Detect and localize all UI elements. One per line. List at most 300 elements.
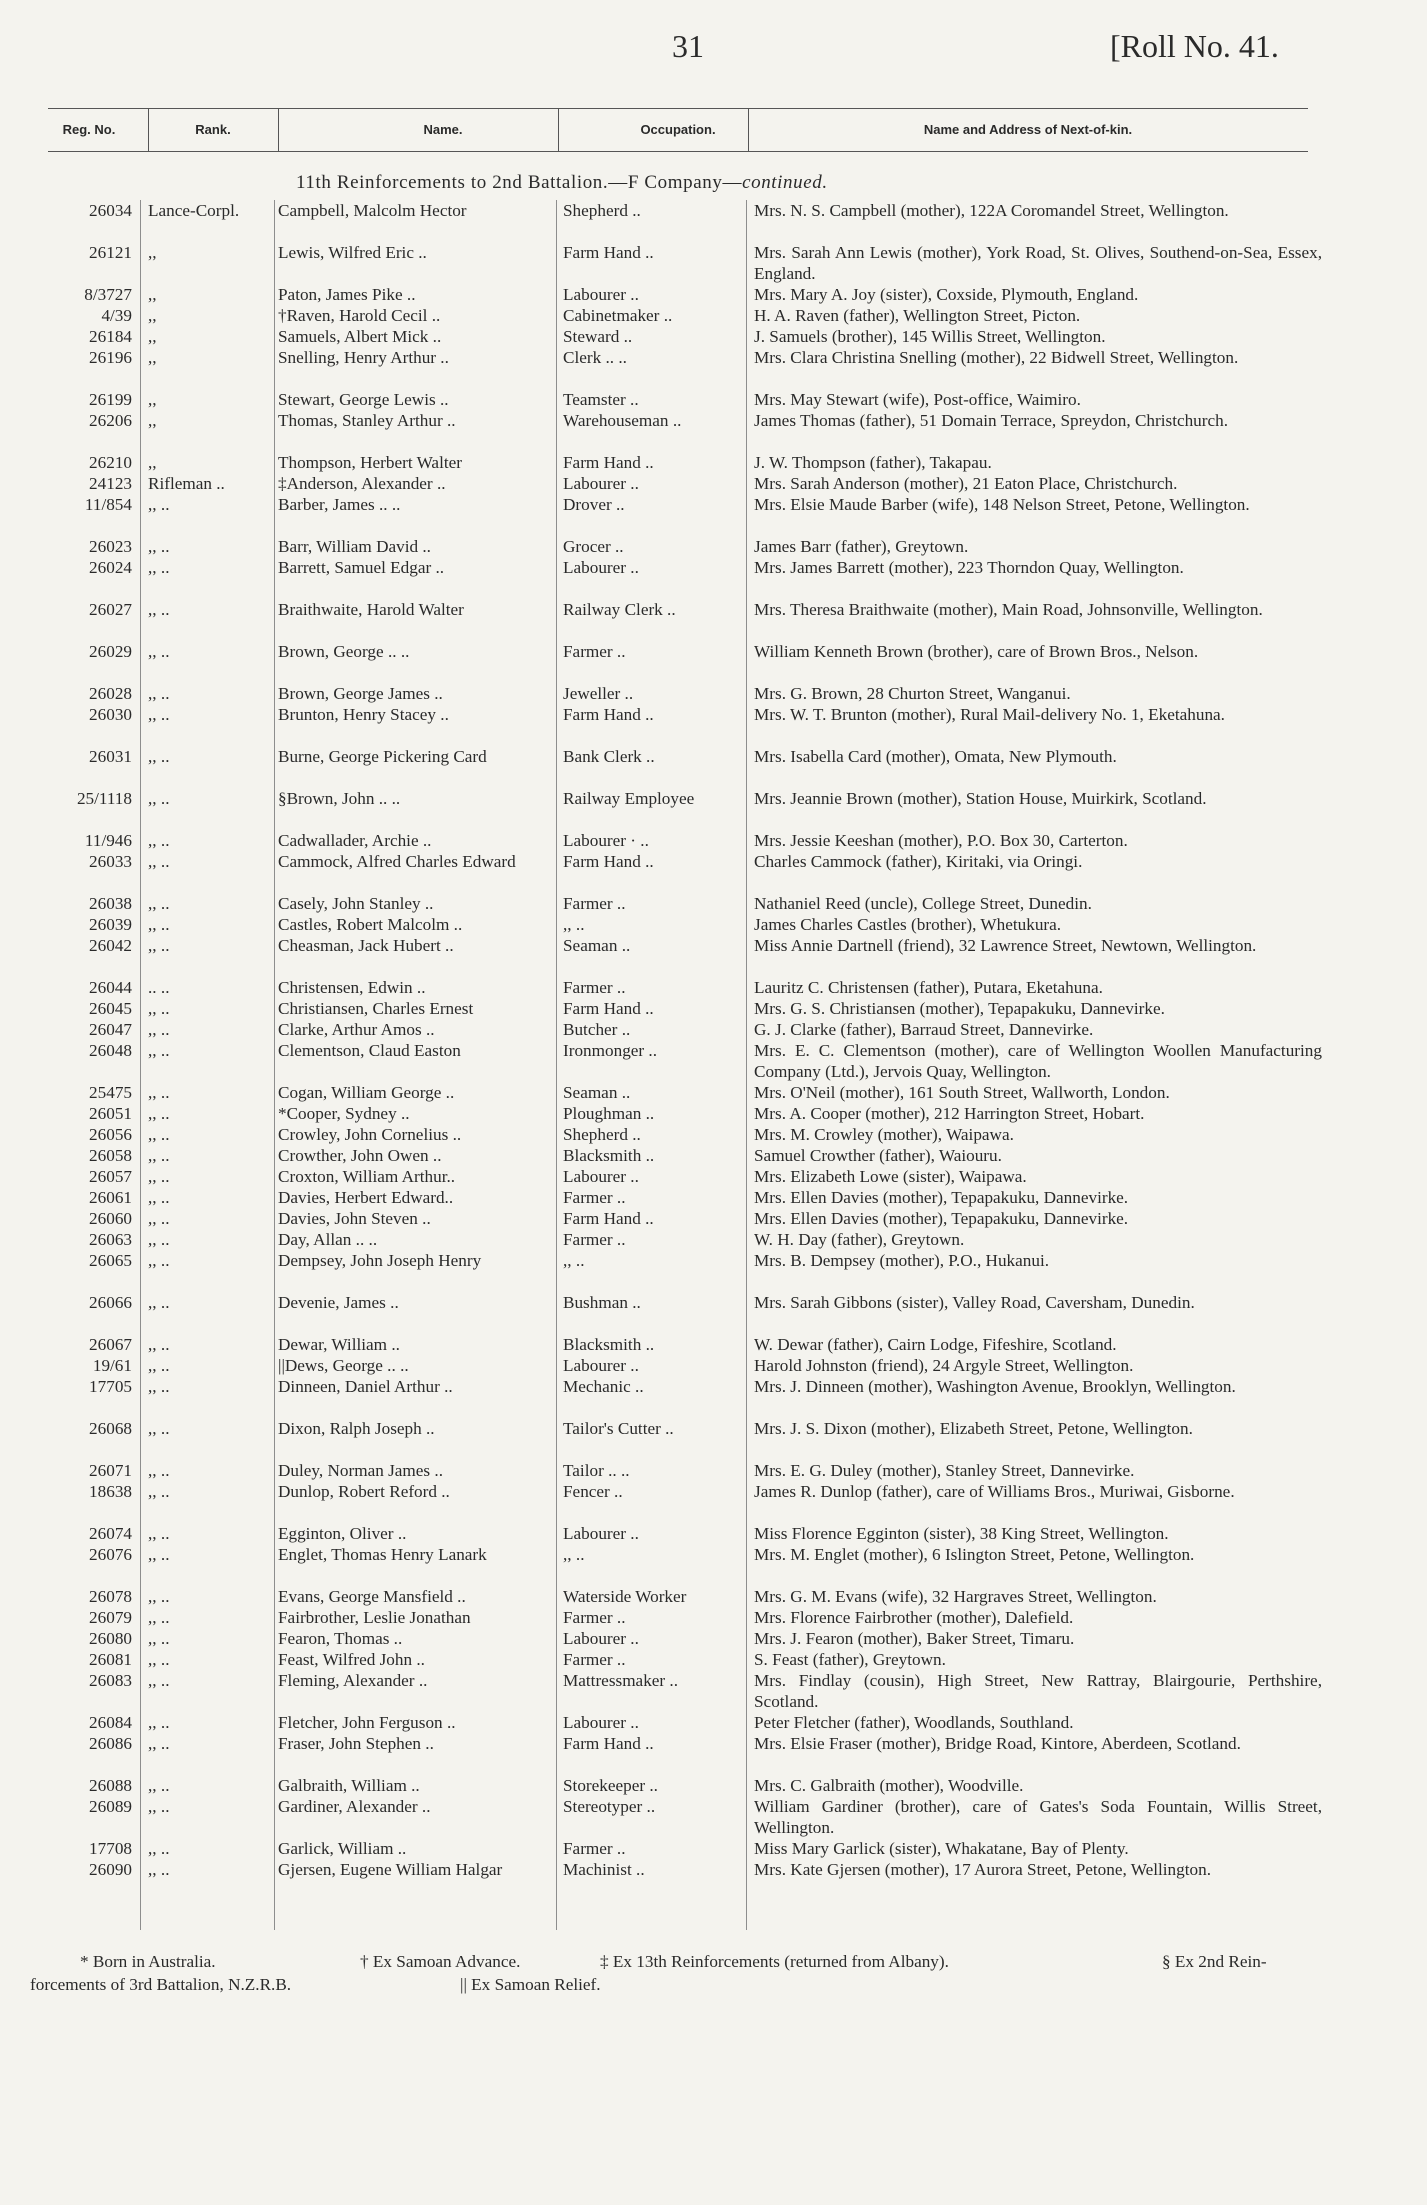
rank-cell: ,, .. <box>148 1251 170 1270</box>
next-of-kin-cell: James Thomas (father), 51 Domain Terrace, Spreydon, Christchurch. <box>754 411 1229 430</box>
table-row <box>0 1145 1427 1166</box>
rank-cell: ,, .. <box>148 1524 170 1543</box>
rank-cell: ,, .. <box>148 1734 170 1753</box>
rank-cell: Lance-Corpl. <box>148 201 240 220</box>
name-cell: Barr, William David .. <box>278 537 431 556</box>
reg-no-cell: 25/1118 <box>76 789 132 808</box>
reg-no-cell: 26078 <box>89 1587 132 1606</box>
reg-no-cell: 26045 <box>89 999 132 1018</box>
reg-no-cell: 26081 <box>89 1650 132 1669</box>
occupation-cell: Farm Hand .. <box>563 243 654 262</box>
rank-cell: ,, <box>148 285 157 304</box>
rank-cell: ,, .. <box>148 831 170 850</box>
roll-number: [Roll No. 41. <box>1110 28 1279 64</box>
table-row <box>0 1649 1427 1670</box>
occupation-cell: Mattressmaker .. <box>563 1671 679 1690</box>
occupation-cell: Waterside Worker <box>563 1587 687 1606</box>
next-of-kin-cell: Mrs. Jessie Keeshan (mother), P.O. Box 30, Carterton. <box>754 831 1128 850</box>
reg-no-cell: 11/854 <box>84 495 132 514</box>
next-of-kin-cell: Mrs. W. T. Brunton (mother), Rural Mail-delivery No. 1, Eketahuna. <box>754 705 1225 724</box>
occupation-cell: Blacksmith .. <box>563 1335 655 1354</box>
next-of-kin-cell: Mrs. N. S. Campbell (mother), 122A Coromandel Street, Wellington. <box>754 201 1229 220</box>
name-cell: Dewar, William .. <box>278 1335 400 1354</box>
next-of-kin-cell: Mrs. Findlay (cousin), High Street, New Rattray, Blairgourie, Perthshire, Scotland. <box>754 1671 1322 1711</box>
reg-no-cell: 8/3727 <box>84 285 132 304</box>
section-title-continued: continued. <box>742 172 828 193</box>
table-row <box>0 1082 1427 1103</box>
rank-cell: ,, .. <box>148 1860 170 1879</box>
next-of-kin-cell: Mrs. James Barrett (mother), 223 Thorndon Quay, Wellington. <box>754 558 1184 577</box>
reg-no-cell: 26090 <box>89 1860 132 1879</box>
next-of-kin-cell: S. Feast (father), Greytown. <box>754 1650 946 1669</box>
table-row <box>0 935 1427 977</box>
occupation-cell: Labourer .. <box>563 558 639 577</box>
table-row <box>0 284 1427 305</box>
name-cell: Fraser, John Stephen .. <box>278 1734 434 1753</box>
reg-no-cell: 26057 <box>89 1167 132 1186</box>
occupation-cell: Mechanic .. <box>563 1377 644 1396</box>
rank-cell: ,, .. <box>148 747 170 766</box>
name-cell: Davies, Herbert Edward.. <box>278 1188 454 1207</box>
occupation-cell: Tailor .. .. <box>563 1461 630 1480</box>
rank-cell: ,, .. <box>148 1230 170 1249</box>
occupation-cell: Tailor's Cutter .. <box>563 1419 674 1438</box>
name-cell: Brown, George .. .. <box>278 642 410 661</box>
occupation-cell: Farmer .. <box>563 1608 626 1627</box>
next-of-kin-cell: Mrs. May Stewart (wife), Post-office, Waimiro. <box>754 390 1081 409</box>
occupation-cell: Steward .. <box>563 327 633 346</box>
name-cell: Cogan, William George .. <box>278 1083 455 1102</box>
reg-no-cell: 26066 <box>89 1293 132 1312</box>
next-of-kin-cell: Mrs. Kate Gjersen (mother), 17 Aurora Street, Petone, Wellington. <box>754 1860 1212 1879</box>
name-cell: ‡Anderson, Alexander .. <box>278 474 446 493</box>
reg-no-cell: 26023 <box>89 537 132 556</box>
rank-cell: ,, .. <box>148 537 170 556</box>
occupation-cell: ,, .. <box>563 1545 585 1564</box>
next-of-kin-cell: Mrs. Sarah Anderson (mother), 21 Eaton Place, Christchurch. <box>754 474 1178 493</box>
reg-no-cell: 26061 <box>89 1188 132 1207</box>
next-of-kin-cell: J. Samuels (brother), 145 Willis Street, Wellington. <box>754 327 1106 346</box>
rank-cell: ,, .. <box>148 1209 170 1228</box>
reg-no-cell: 26056 <box>89 1125 132 1144</box>
reg-no-cell: 26030 <box>89 705 132 724</box>
next-of-kin-cell: H. A. Raven (father), Wellington Street, Picton. <box>754 306 1081 325</box>
next-of-kin-cell: Mrs. Sarah Ann Lewis (mother), York Road, St. Olives, Southend-on-Sea, Essex, England. <box>754 243 1322 283</box>
name-cell: Brown, George James .. <box>278 684 443 703</box>
name-cell: †Raven, Harold Cecil .. <box>278 306 441 325</box>
rank-cell: ,, .. <box>148 1167 170 1186</box>
next-of-kin-cell: Mrs. J. S. Dixon (mother), Elizabeth Street, Petone, Wellington. <box>754 1419 1193 1438</box>
next-of-kin-cell: James Charles Castles (brother), Whetukura. <box>754 915 1062 934</box>
reg-no-cell: 26028 <box>89 684 132 703</box>
footnote-samoan-advance: † Ex Samoan Advance. <box>360 1952 521 1971</box>
section-title-text: 11th Reinforcements to 2nd Battalion.—F Company— <box>296 172 743 193</box>
rank-cell: ,, .. <box>148 1839 170 1858</box>
name-cell: Davies, John Steven .. <box>278 1209 431 1228</box>
name-cell: Fearon, Thomas .. <box>278 1629 403 1648</box>
name-cell: ||Dews, George .. .. <box>278 1356 409 1375</box>
table-row <box>0 452 1427 473</box>
next-of-kin-cell: Charles Cammock (father), Kiritaki, via Oringi. <box>754 852 1083 871</box>
name-cell: Snelling, Henry Arthur .. <box>278 348 449 367</box>
occupation-cell: Stereotyper .. <box>563 1797 656 1816</box>
name-cell: *Cooper, Sydney .. <box>278 1104 410 1123</box>
occupation-cell: Drover .. <box>563 495 625 514</box>
reg-no-cell: 4/39 <box>101 306 132 325</box>
table-row <box>0 1292 1427 1334</box>
rank-cell: ,, .. <box>148 852 170 871</box>
table-row <box>0 1859 1427 1901</box>
name-cell: Day, Allan .. .. <box>278 1230 378 1249</box>
next-of-kin-cell: Mrs. J. Dinneen (mother), Washington Avenue, Brooklyn, Wellington. <box>754 1377 1236 1396</box>
rank-cell: ,, .. <box>148 1335 170 1354</box>
name-cell: Dunlop, Robert Reford .. <box>278 1482 450 1501</box>
occupation-cell: Seaman .. <box>563 1083 631 1102</box>
name-cell: Egginton, Oliver .. <box>278 1524 407 1543</box>
reg-no-cell: 26079 <box>89 1608 132 1627</box>
name-cell: Devenie, James .. <box>278 1293 399 1312</box>
rank-cell: ,, .. <box>148 915 170 934</box>
reg-no-cell: 26074 <box>89 1524 132 1543</box>
rank-cell: ,, .. <box>148 495 170 514</box>
rank-cell: ,, .. <box>148 1671 170 1690</box>
rank-cell: ,, .. <box>148 1713 170 1732</box>
table-row <box>0 1523 1427 1544</box>
footnote-thirteenth-reinforcements: ‡ Ex 13th Reinforcements (returned from Albany). <box>600 1952 949 1971</box>
occupation-cell: Fencer .. <box>563 1482 623 1501</box>
table-row <box>0 1607 1427 1628</box>
reg-no-cell: 26060 <box>89 1209 132 1228</box>
reg-no-cell: 26071 <box>89 1461 132 1480</box>
reg-no-cell: 26034 <box>89 201 132 220</box>
reg-no-cell: 26048 <box>89 1041 132 1060</box>
name-cell: Braithwaite, Harold Walter <box>278 600 464 619</box>
table-row <box>0 347 1427 389</box>
reg-no-cell: 26199 <box>89 390 132 409</box>
occupation-cell: ,, .. <box>563 1251 585 1270</box>
name-cell: Cheasman, Jack Hubert .. <box>278 936 454 955</box>
rank-cell: .. .. <box>148 978 170 997</box>
reg-no-cell: 26027 <box>89 600 132 619</box>
reg-no-cell: 11/946 <box>84 831 132 850</box>
reg-no-cell: 19/61 <box>92 1356 132 1375</box>
table-row <box>0 788 1427 830</box>
rank-cell: ,, <box>148 411 157 430</box>
occupation-cell: Farmer .. <box>563 642 626 661</box>
occupation-cell: Machinist .. <box>563 1860 645 1879</box>
reg-no-cell: 26068 <box>89 1419 132 1438</box>
next-of-kin-cell: Mrs. Elizabeth Lowe (sister), Waipawa. <box>754 1167 1027 1186</box>
next-of-kin-cell: Mrs. G. M. Evans (wife), 32 Hargraves Street, Wellington. <box>754 1587 1157 1606</box>
next-of-kin-cell: W. H. Day (father), Greytown. <box>754 1230 965 1249</box>
page-header <box>0 28 1427 78</box>
table-row <box>0 830 1427 851</box>
table-row <box>0 1187 1427 1208</box>
table-row <box>0 1775 1427 1796</box>
next-of-kin-cell: Miss Florence Egginton (sister), 38 King Street, Wellington. <box>754 1524 1169 1543</box>
footnote-third-battalion: forcements of 3rd Battalion, N.Z.R.B. <box>30 1975 292 1994</box>
rank-cell: ,, .. <box>148 1188 170 1207</box>
rank-cell: ,, .. <box>148 1776 170 1795</box>
reg-no-cell: 26210 <box>89 453 132 472</box>
rank-cell: ,, .. <box>148 1146 170 1165</box>
occupation-cell: Farmer .. <box>563 1839 626 1858</box>
next-of-kin-cell: Mrs. Ellen Davies (mother), Tepapakuku, Dannevirke. <box>754 1188 1129 1207</box>
occupation-cell: Shepherd .. <box>563 1125 641 1144</box>
footnotes <box>30 1950 1330 1996</box>
occupation-cell: Jeweller .. <box>563 684 634 703</box>
name-cell: Fairbrother, Leslie Jonathan <box>278 1608 471 1627</box>
name-cell: Brunton, Henry Stacey .. <box>278 705 449 724</box>
reg-no-cell: 24123 <box>89 474 132 493</box>
rank-cell: ,, <box>148 243 157 262</box>
table-row <box>0 1103 1427 1124</box>
next-of-kin-cell: Mrs. Clara Christina Snelling (mother), 22 Bidwell Street, Wellington. <box>754 348 1239 367</box>
table-row <box>0 1733 1427 1775</box>
column-header-name: Name. <box>423 122 463 137</box>
occupation-cell: Ploughman .. <box>563 1104 655 1123</box>
table-row <box>0 494 1427 536</box>
table-row <box>0 1418 1427 1460</box>
reg-no-cell: 26084 <box>89 1713 132 1732</box>
table-row <box>0 1124 1427 1145</box>
next-of-kin-cell: Mrs. A. Cooper (mother), 212 Harrington Street, Hobart. <box>754 1104 1145 1123</box>
rank-cell: ,, .. <box>148 558 170 577</box>
name-cell: Galbraith, William .. <box>278 1776 420 1795</box>
next-of-kin-cell: Peter Fletcher (father), Woodlands, Southland. <box>754 1713 1074 1732</box>
next-of-kin-cell: Mrs. E. G. Duley (mother), Stanley Street, Dannevirke. <box>754 1461 1135 1480</box>
table-row <box>0 200 1427 242</box>
next-of-kin-cell: Mrs. M. Englet (mother), 6 Islington Street, Petone, Wellington. <box>754 1545 1195 1564</box>
occupation-cell: Labourer .. <box>563 1524 639 1543</box>
table-row <box>0 641 1427 683</box>
name-cell: Burne, George Pickering Card <box>278 747 487 766</box>
table-row <box>0 1019 1427 1040</box>
name-cell: Cammock, Alfred Charles Edward <box>278 852 516 871</box>
name-cell: Stewart, George Lewis .. <box>278 390 449 409</box>
name-cell: Paton, James Pike .. <box>278 285 416 304</box>
name-cell: Clarke, Arthur Amos .. <box>278 1020 435 1039</box>
name-cell: Barber, James .. .. <box>278 495 401 514</box>
reg-no-cell: 17708 <box>89 1839 132 1858</box>
table-row <box>0 851 1427 893</box>
table-row <box>0 1544 1427 1586</box>
table-row <box>0 1460 1427 1481</box>
next-of-kin-cell: Mrs. Ellen Davies (mother), Tepapakuku, Dannevirke. <box>754 1209 1129 1228</box>
rank-cell: ,, .. <box>148 1419 170 1438</box>
table-row <box>0 1628 1427 1649</box>
name-cell: Gjersen, Eugene William Halgar <box>278 1860 503 1879</box>
next-of-kin-cell: Mrs. J. Fearon (mother), Baker Street, Timaru. <box>754 1629 1075 1648</box>
next-of-kin-cell: Mrs. Sarah Gibbons (sister), Valley Road, Caversham, Dunedin. <box>754 1293 1195 1312</box>
rank-cell: ,, <box>148 390 157 409</box>
occupation-cell: Blacksmith .. <box>563 1146 655 1165</box>
rank-cell: ,, .. <box>148 1104 170 1123</box>
occupation-cell: Labourer .. <box>563 1629 639 1648</box>
rank-cell: ,, .. <box>148 1545 170 1564</box>
table-row <box>0 473 1427 494</box>
occupation-cell: Farmer .. <box>563 1650 626 1669</box>
rank-cell: ,, .. <box>148 789 170 808</box>
table-row <box>0 242 1427 284</box>
reg-no-cell: 26038 <box>89 894 132 913</box>
name-cell: Crowther, John Owen .. <box>278 1146 442 1165</box>
rank-cell: ,, .. <box>148 1482 170 1501</box>
rank-cell: ,, .. <box>148 999 170 1018</box>
reg-no-cell: 17705 <box>89 1377 132 1396</box>
occupation-cell: Shepherd .. <box>563 201 641 220</box>
name-cell: Thompson, Herbert Walter <box>278 453 462 472</box>
occupation-cell: Labourer · .. <box>563 831 649 850</box>
footnote-second-reinforcements: § Ex 2nd Rein- <box>1162 1952 1267 1971</box>
table-row <box>0 1796 1427 1838</box>
name-cell: Cadwallader, Archie .. <box>278 831 432 850</box>
next-of-kin-cell: Mrs. Jeannie Brown (mother), Station House, Muirkirk, Scotland. <box>754 789 1207 808</box>
name-cell: Thomas, Stanley Arthur .. <box>278 411 456 430</box>
next-of-kin-cell: Mrs. G. Brown, 28 Churton Street, Wanganui. <box>754 684 1071 703</box>
rank-cell: ,, <box>148 306 157 325</box>
rank-cell: Rifleman .. <box>148 474 225 493</box>
next-of-kin-cell: J. W. Thompson (father), Takapau. <box>754 453 992 472</box>
next-of-kin-cell: Mrs. Mary A. Joy (sister), Coxside, Plymouth, England. <box>754 285 1139 304</box>
table-row <box>0 914 1427 935</box>
rank-cell: ,, .. <box>148 684 170 703</box>
table-row <box>0 536 1427 557</box>
rank-cell: ,, .. <box>148 705 170 724</box>
reg-no-cell: 26039 <box>89 915 132 934</box>
name-cell: Dinneen, Daniel Arthur .. <box>278 1377 453 1396</box>
table-row <box>0 1376 1427 1418</box>
occupation-cell: ,, .. <box>563 915 585 934</box>
table-row <box>0 1040 1427 1082</box>
footnote-samoan-relief: || Ex Samoan Relief. <box>460 1975 601 1994</box>
occupation-cell: Farmer .. <box>563 1188 626 1207</box>
section-title <box>296 172 828 194</box>
next-of-kin-cell: Mrs. B. Dempsey (mother), P.O., Hukanui. <box>754 1251 1050 1270</box>
name-cell: Croxton, William Arthur.. <box>278 1167 456 1186</box>
next-of-kin-cell: Mrs. Isabella Card (mother), Omata, New Plymouth. <box>754 747 1117 766</box>
name-cell: Fleming, Alexander .. <box>278 1671 428 1690</box>
name-cell: Christensen, Edwin .. <box>278 978 426 997</box>
rank-cell: ,, .. <box>148 1587 170 1606</box>
reg-no-cell: 26086 <box>89 1734 132 1753</box>
name-cell: Christiansen, Charles Ernest <box>278 999 474 1018</box>
occupation-cell: Ironmonger .. <box>563 1041 658 1060</box>
next-of-kin-cell: Lauritz C. Christensen (father), Putara, Eketahuna. <box>754 978 1103 997</box>
occupation-cell: Seaman .. <box>563 936 631 955</box>
next-of-kin-cell: Mrs. Elsie Maude Barber (wife), 148 Nelson Street, Petone, Wellington. <box>754 495 1250 514</box>
reg-no-cell: 26184 <box>89 327 132 346</box>
occupation-cell: Bushman .. <box>563 1293 641 1312</box>
name-cell: Barrett, Samuel Edgar .. <box>278 558 445 577</box>
next-of-kin-cell: W. Dewar (father), Cairn Lodge, Fifeshire, Scotland. <box>754 1335 1117 1354</box>
reg-no-cell: 26121 <box>89 243 132 262</box>
name-cell: Duley, Norman James .. <box>278 1461 443 1480</box>
reg-no-cell: 26088 <box>89 1776 132 1795</box>
rank-cell: ,, .. <box>148 1377 170 1396</box>
reg-no-cell: 26089 <box>89 1797 132 1816</box>
table-row <box>0 1166 1427 1187</box>
name-cell: Feast, Wilfred John .. <box>278 1650 425 1669</box>
next-of-kin-cell: Mrs. O'Neil (mother), 161 South Street, Wallworth, London. <box>754 1083 1170 1102</box>
name-cell: Evans, George Mansfield .. <box>278 1587 466 1606</box>
occupation-cell: Bank Clerk .. <box>563 747 655 766</box>
occupation-cell: Farm Hand .. <box>563 1209 654 1228</box>
occupation-cell: Labourer .. <box>563 285 639 304</box>
rank-cell: ,, .. <box>148 600 170 619</box>
table-row <box>0 1229 1427 1250</box>
occupation-cell: Farm Hand .. <box>563 852 654 871</box>
rank-cell: ,, .. <box>148 1293 170 1312</box>
reg-no-cell: 26024 <box>89 558 132 577</box>
occupation-cell: Labourer .. <box>563 1356 639 1375</box>
rank-cell: ,, .. <box>148 1356 170 1375</box>
name-cell: Englet, Thomas Henry Lanark <box>278 1545 487 1564</box>
name-cell: Samuels, Albert Mick .. <box>278 327 442 346</box>
occupation-cell: Labourer .. <box>563 1713 639 1732</box>
table-row <box>0 893 1427 914</box>
page-number: 31 <box>672 28 704 64</box>
column-header-occupation: Occupation. <box>640 122 716 137</box>
rank-cell: ,, .. <box>148 1650 170 1669</box>
reg-no-cell: 26051 <box>89 1104 132 1123</box>
occupation-cell: Farm Hand .. <box>563 453 654 472</box>
table-row <box>0 599 1427 641</box>
table-row <box>0 683 1427 704</box>
occupation-cell: Farmer .. <box>563 978 626 997</box>
table-row <box>0 977 1427 998</box>
reg-no-cell: 26044 <box>89 978 132 997</box>
table-row <box>0 1670 1427 1712</box>
reg-no-cell: 18638 <box>89 1482 132 1501</box>
table-row <box>0 1712 1427 1733</box>
rank-cell: ,, .. <box>148 642 170 661</box>
name-cell: Gardiner, Alexander .. <box>278 1797 431 1816</box>
occupation-cell: Railway Employee <box>563 789 695 808</box>
reg-no-cell: 26206 <box>89 411 132 430</box>
reg-no-cell: 26029 <box>89 642 132 661</box>
reg-no-cell: 26080 <box>89 1629 132 1648</box>
table-row <box>0 410 1427 452</box>
rank-cell: ,, .. <box>148 1041 170 1060</box>
occupation-cell: Farm Hand .. <box>563 1734 654 1753</box>
name-cell: Fletcher, John Ferguson .. <box>278 1713 456 1732</box>
occupation-cell: Clerk .. .. <box>563 348 627 367</box>
rank-cell: ,, .. <box>148 936 170 955</box>
rank-cell: ,, .. <box>148 1020 170 1039</box>
name-cell: Lewis, Wilfred Eric .. <box>278 243 427 262</box>
reg-no-cell: 26042 <box>89 936 132 955</box>
table-row <box>0 1481 1427 1523</box>
reg-no-cell: 26058 <box>89 1146 132 1165</box>
rank-cell: ,, .. <box>148 1608 170 1627</box>
table-row <box>0 326 1427 347</box>
next-of-kin-cell: Miss Annie Dartnell (friend), 32 Lawrence Street, Newtown, Wellington. <box>754 936 1257 955</box>
table-row <box>0 557 1427 599</box>
occupation-cell: Cabinetmaker .. <box>563 306 673 325</box>
table-row <box>0 305 1427 326</box>
name-cell: Casely, John Stanley .. <box>278 894 434 913</box>
next-of-kin-cell: Mrs. Elsie Fraser (mother), Bridge Road, Kintore, Aberdeen, Scotland. <box>754 1734 1241 1753</box>
next-of-kin-cell: Mrs. G. S. Christiansen (mother), Tepapakuku, Dannevirke. <box>754 999 1165 1018</box>
name-cell: §Brown, John .. .. <box>278 789 401 808</box>
name-cell: Dempsey, John Joseph Henry <box>278 1251 482 1270</box>
rank-cell: ,, .. <box>148 1629 170 1648</box>
rank-cell: ,, <box>148 327 157 346</box>
rank-cell: ,, <box>148 348 157 367</box>
rank-cell: ,, .. <box>148 1125 170 1144</box>
reg-no-cell: 26065 <box>89 1251 132 1270</box>
